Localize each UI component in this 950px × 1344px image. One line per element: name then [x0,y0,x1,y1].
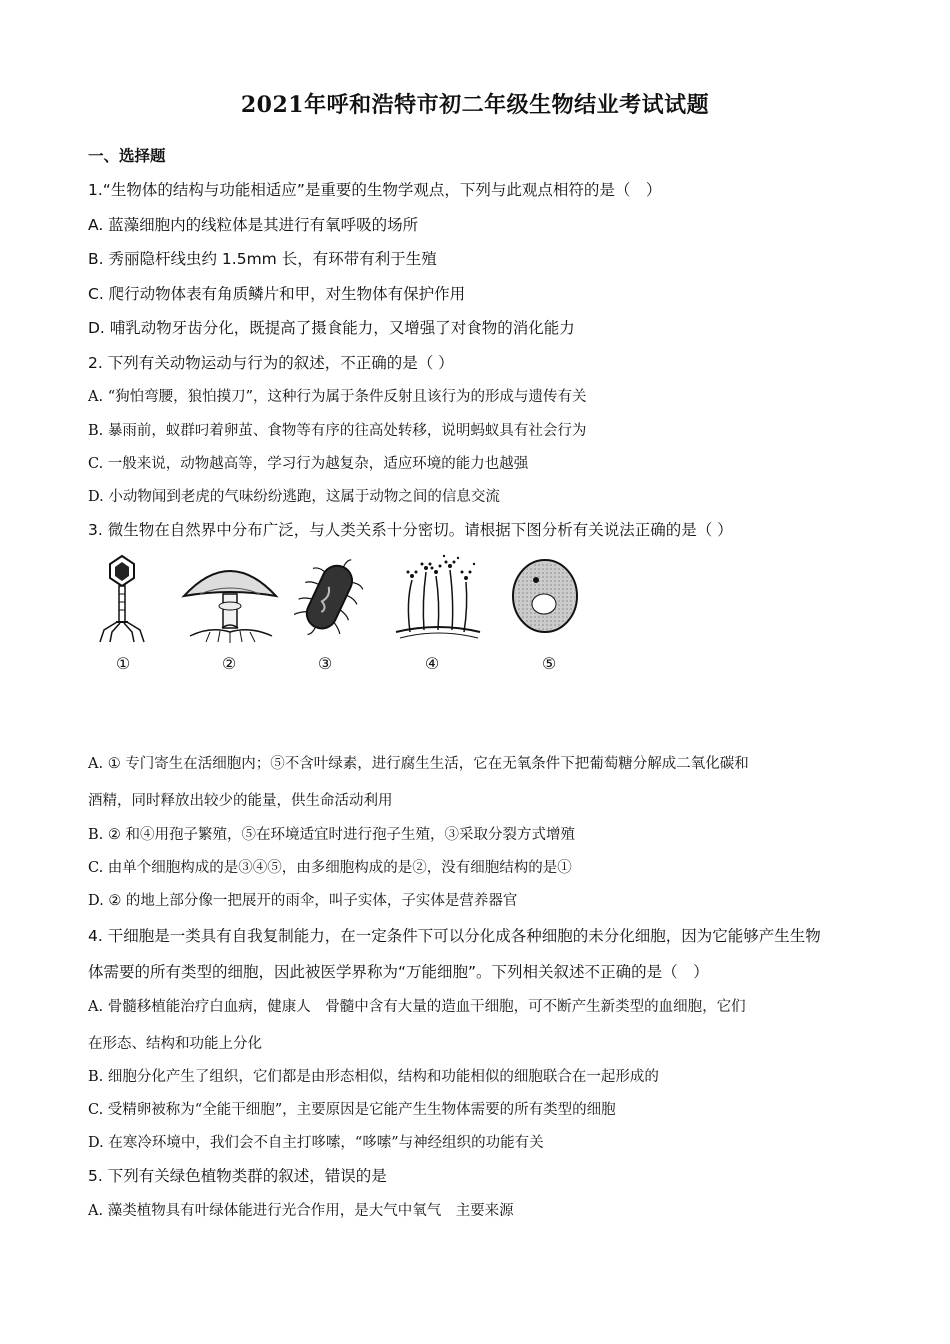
page-title: 2021年呼和浩特市初二年级生物结业考试试题 [240,92,710,118]
figure-label-5: ⑤ [541,654,557,673]
figure-label-3: ③ [317,654,333,673]
mushroom-image [180,552,280,644]
q2-option-c: C. 一般来说，动物越高等，学习行为越复杂，适应环境的能力也越强 [88,456,529,472]
figure-label-2: ② [221,654,237,673]
q3-option-a-line2: 酒精，同时释放出较少的能量，供生命活动利用 [88,793,393,809]
q3-option-b: B. ② 和④用孢子繁殖，⑤在环境适宜时进行孢子生殖，③采取分裂方式增殖 [88,827,575,843]
q2-option-b: B. 暴雨前，蚁群叼着卵茧、食物等有序的往高处转移，说明蚂蚁具有社会行为 [88,423,587,439]
q4-stem-line2: 体需要的所有类型的细胞，因此被医学界称为“万能细胞”。下列相关叙述不正确的是（ ） [88,963,709,981]
figure-label-1: ① [115,654,131,673]
q4-option-a-line2: 在形态、结构和功能上分化 [88,1036,262,1052]
microorganism-figure [92,552,572,682]
q4-option-c: C. 受精卵被称为“全能干细胞”，主要原因是它能产生生物体需要的所有类型的细胞 [88,1102,616,1118]
q5-stem: 5. 下列有关绿色植物类群的叙述，错误的是 [88,1167,387,1185]
q2-stem: 2. 下列有关动物运动与行为的叙述，不正确的是（ ） [88,354,454,372]
mold-image [392,552,484,644]
bacterium-image [294,552,364,644]
q1-option-c: C. 爬行动物体表有角质鳞片和甲，对生物体有保护作用 [88,285,466,303]
q4-stem-line1: 4. 干细胞是一类具有自我复制能力，在一定条件下可以分化成各种细胞的未分化细胞，因为它能够产生生物 [88,927,821,945]
q3-option-c: C. 由单个细胞构成的是③④⑤，由多细胞构成的是②，没有细胞结构的是① [88,860,572,876]
q5-option-a: A. 藻类植物具有叶绿体能进行光合作用，是大气中氧气 主要来源 [88,1203,514,1219]
q1-option-d: D. 哺乳动物牙齿分化，既提高了摄食能力，又增强了对食物的消化能力 [88,319,575,337]
q4-option-d: D. 在寒冷环境中，我们会不自主打哆嗦，“哆嗦”与神经组织的功能有关 [88,1135,544,1151]
q1-stem: 1.“生物体的结构与功能相适应”是重要的生物学观点，下列与此观点相符的是（ ） [88,181,662,199]
bacteriophage-image [92,552,152,644]
q4-option-b: B. 细胞分化产生了组织，它们都是由形态相似，结构和功能相似的细胞联合在一起形成的 [88,1069,659,1085]
q2-option-a: A. “狗怕弯腰，狼怕摸刀”，这种行为属于条件反射且该行为的形成与遗传有关 [88,389,587,405]
q1-option-b: B. 秀丽隐杆线虫约 1.5mm 长，有环带有利于生殖 [88,250,437,268]
q3-stem: 3. 微生物在自然界中分布广泛，与人类关系十分密切。请根据下图分析有关说法正确的是（ ） [88,521,733,539]
q4-option-a-line1: A. 骨髓移植能治疗白血病，健康人 骨髓中含有大量的造血干细胞，可不断产生新类型的血细胞，它们 [88,999,746,1015]
q3-option-d: D. ② 的地上部分像一把展开的雨伞，叫子实体，子实体是营养器官 [88,893,518,909]
yeast-image [510,552,580,644]
figure-label-4: ④ [424,654,440,673]
q3-option-a-line1: A. ① 专门寄生在活细胞内；⑤不含叶绿素，进行腐生生活，它在无氧条件下把葡萄糖分解成二氧化碳和 [88,756,749,772]
q2-option-d: D. 小动物闻到老虎的气味纷纷逃跑，这属于动物之间的信息交流 [88,489,500,505]
section-heading: 一、选择题 [88,147,166,165]
q1-option-a: A. 蓝藻细胞内的线粒体是其进行有氧呼吸的场所 [88,216,419,234]
